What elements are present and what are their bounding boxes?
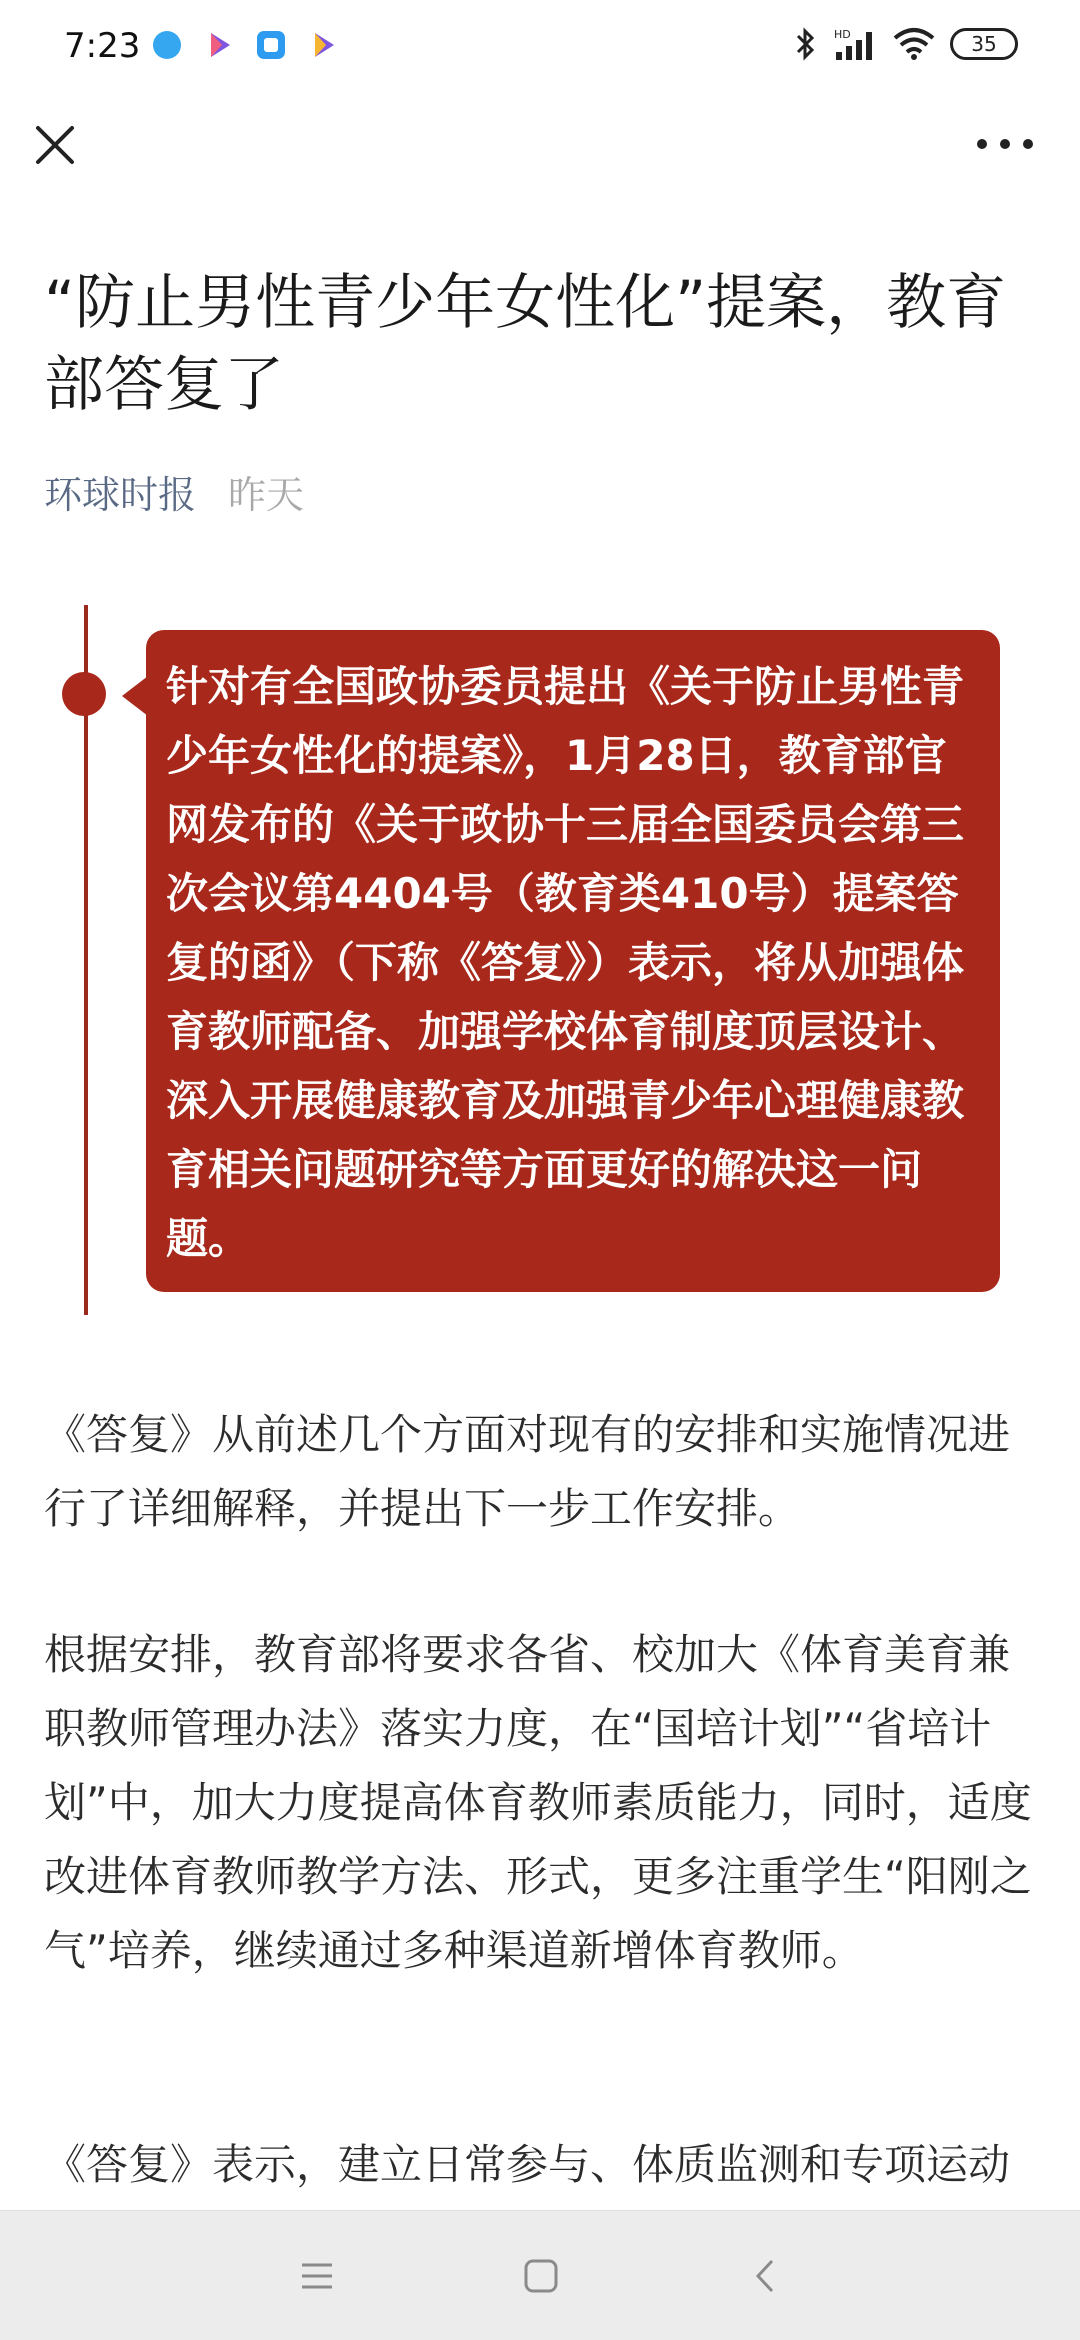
article-title: “防止男性青少年女性化”提案，教育部答复了 (44, 268, 1007, 420)
system-nav-bar (0, 2210, 1080, 2340)
close-icon[interactable] (30, 120, 80, 170)
callout-text: 针对有全国政协委员提出《关于防止男性青少年女性化的提案》，1月28日，教育部官网发布的《关于政协十三届全国委员会第三次会议第4404号（教育类410号）提案答复的函》（下称《答复》）表示，将从加强体育教师配备、加强学校体育制度顶层设计、深入开展健康教育及加强青少年心理健康教育相关问题研究等方面更好的解决这一问题。 (166, 662, 965, 1263)
notification-icons (150, 28, 340, 62)
status-time: 7:23 (64, 26, 141, 66)
article-paragraph: 根据安排，教育部将要求各省、校加大《体育美育兼职教师管理办法》落实力度，在“国培计划”“省培计划”中，加大力度提高体育教师素质能力，同时，适度改进体育教师教学方法、形式，更多注重学生“阳刚之气”培养，继续通过多种渠道新增体育教师。 (44, 1630, 1032, 1975)
status-right-icons (794, 26, 1018, 62)
article-paragraph: 《答复》表示，建立日常参与、体质监测和专项运动 (44, 2140, 1011, 2189)
home-square-icon[interactable] (516, 2251, 566, 2301)
bluetooth-icon (794, 26, 818, 62)
play-icon (306, 28, 340, 62)
blue-square-app-icon (254, 28, 288, 62)
callout-arrow (122, 676, 148, 716)
article-paragraph: 《答复》从前述几个方面对现有的安排和实施情况进行了详细解释，并提出下一步工作安排。 (44, 1410, 1011, 1533)
back-chevron-icon[interactable] (742, 2251, 792, 2301)
signal-icon (832, 26, 878, 62)
battery-indicator: 35 (950, 28, 1018, 60)
article-time: 昨天 (228, 473, 305, 517)
status-bar (0, 0, 1080, 96)
menu-icon[interactable] (292, 2251, 342, 2301)
blue-circle-app-icon (150, 28, 184, 62)
timeline-dot (62, 672, 106, 716)
wifi-icon (892, 26, 936, 62)
play-icon (202, 28, 236, 62)
article-meta (44, 464, 304, 519)
article-source[interactable]: 环球时报 (44, 473, 197, 517)
network-label: HD (834, 28, 851, 41)
more-dots-icon[interactable] (970, 124, 1040, 164)
